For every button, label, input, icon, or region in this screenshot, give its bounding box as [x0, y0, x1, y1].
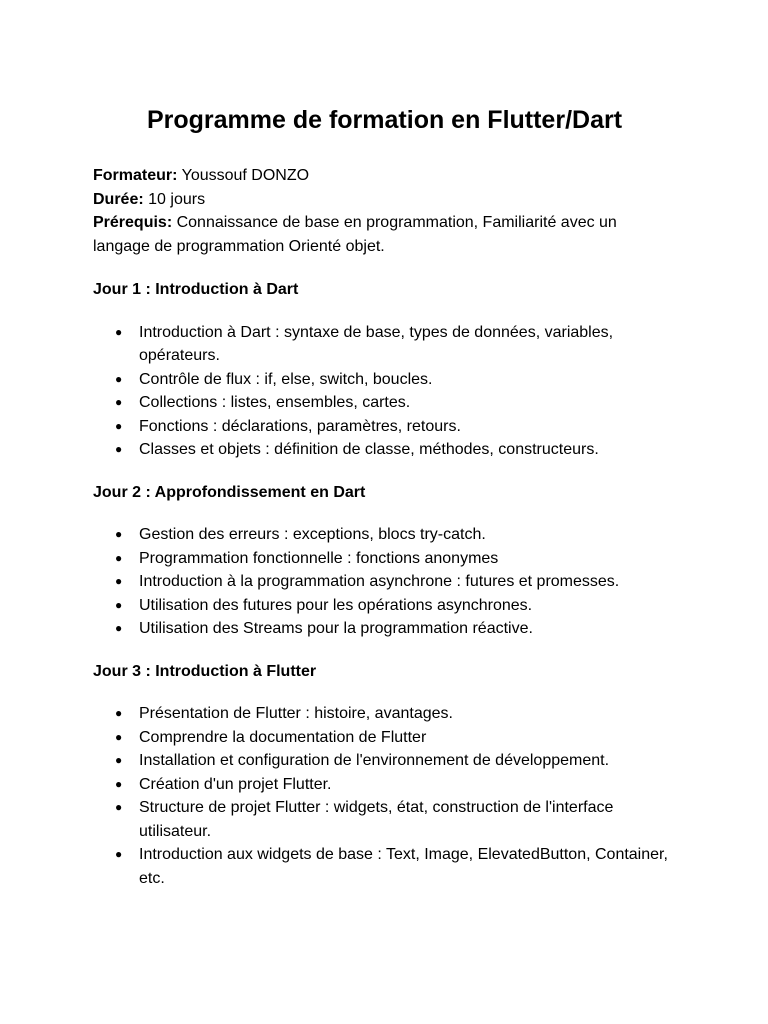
prereq-value: Connaissance de base en programmation, Familiarité avec un langage de programmation Orienté objet. — [93, 214, 617, 255]
list-item: ● Classes et objets : définition de classe, méthodes, constructeurs. — [93, 438, 676, 462]
list-item: ● Gestion des erreurs : exceptions, blocs try-catch. — [93, 523, 676, 547]
section-list-day-2 — [93, 523, 676, 641]
trainer-value: Youssouf DONZO — [181, 167, 310, 184]
course-meta — [93, 164, 676, 258]
list-item: ● Fonctions : déclarations, paramètres, retours. — [93, 415, 676, 439]
prereq-line — [93, 211, 676, 258]
list-item: ● Introduction à Dart : syntaxe de base, types de données, variables, opérateurs. — [93, 321, 676, 368]
list-item: ● Utilisation des futures pour les opérations asynchrones. — [93, 594, 676, 618]
list-item: ● Comprendre la documentation de Flutter — [93, 726, 676, 750]
list-item: ● Introduction à la programmation asynchrone : futures et promesses. — [93, 570, 676, 594]
list-item: ● Structure de projet Flutter : widgets, état, construction de l'interface utilisateur. — [93, 796, 676, 843]
section-title-day-3: Jour 3 : Introduction à Flutter — [93, 662, 317, 680]
section-title-day-1: Jour 1 : Introduction à Dart — [93, 281, 299, 298]
trainer-label: Formateur: — [93, 167, 178, 184]
prereq-label: Prérequis: — [93, 214, 173, 231]
list-item: ● Programmation fonctionnelle : fonctions anonymes — [93, 547, 676, 571]
section-list-day-1 — [93, 321, 676, 462]
section-title-day-2: Jour 2 : Approfondissement en Dart — [93, 483, 366, 501]
section-list-day-3 — [93, 702, 676, 890]
duration-line — [93, 188, 676, 212]
list-item: ● Collections : listes, ensembles, cartes. — [93, 391, 676, 415]
list-item: ● Utilisation des Streams pour la programmation réactive. — [93, 617, 676, 641]
list-item: ● Création d'un projet Flutter. — [93, 773, 676, 797]
page-title: Programme de formation en Flutter/Dart — [146, 106, 623, 134]
list-item: ● Introduction aux widgets de base : Text, Image, ElevatedButton, Container, etc. — [93, 843, 676, 890]
list-item: ● Présentation de Flutter : histoire, avantages. — [93, 702, 676, 726]
trainer-line — [93, 164, 676, 188]
list-item: ● Contrôle de flux : if, else, switch, boucles. — [93, 368, 676, 392]
list-item: ● Installation et configuration de l'environnement de développement. — [93, 749, 676, 773]
duration-value: 10 jours — [148, 190, 206, 208]
duration-label: Durée: — [93, 190, 144, 208]
